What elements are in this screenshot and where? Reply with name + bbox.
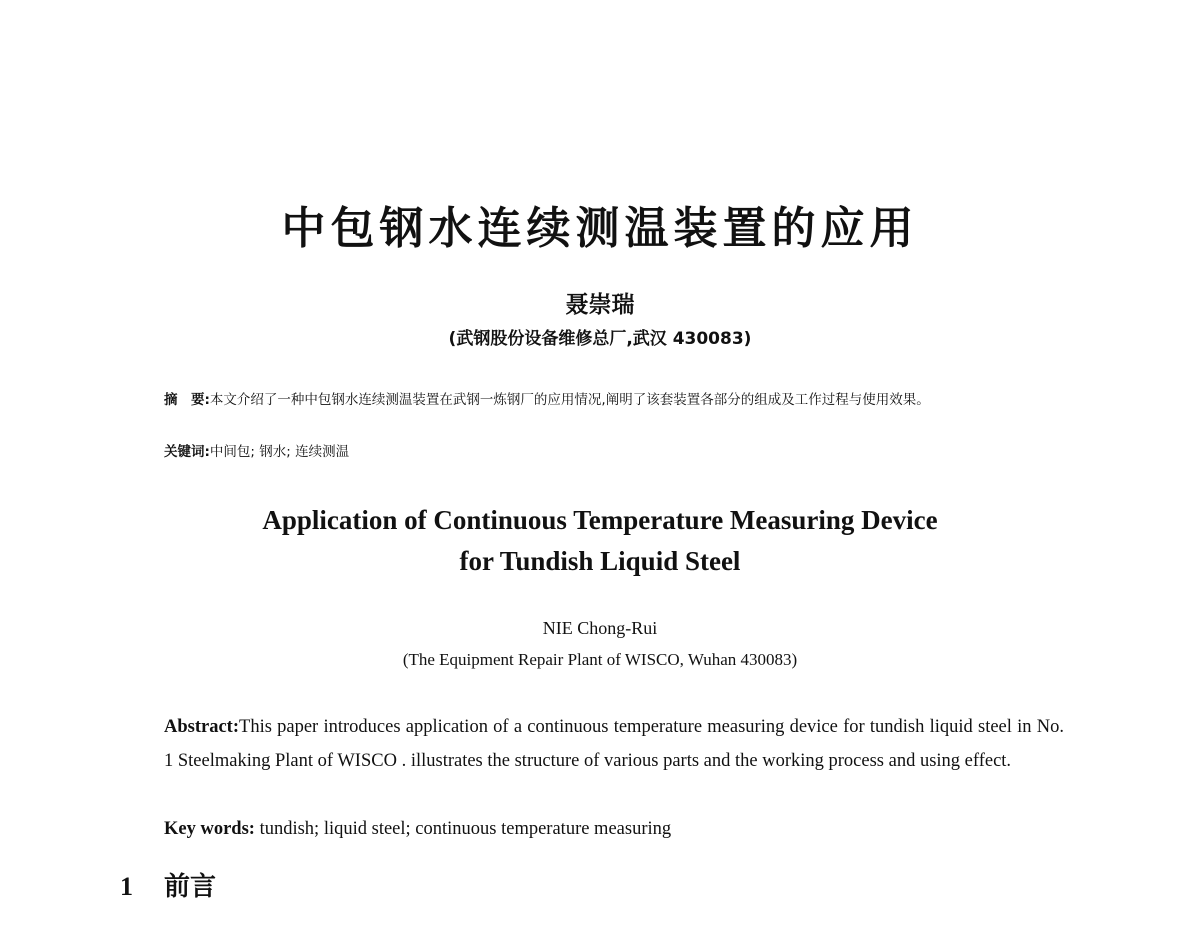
english-title-line-1: Application of Continuous Temperature Measuring Device: [262, 505, 938, 535]
english-keywords-text: tundish; liquid steel; continuous temperature measuring: [254, 819, 672, 839]
chinese-keywords-label: 关键词:: [164, 444, 210, 460]
chinese-affiliation: (武钢股份设备维修总厂,武汉 430083): [448, 329, 752, 349]
chinese-abstract-label: 摘 要:: [164, 392, 210, 408]
english-abstract-label: Abstract:: [164, 717, 240, 737]
english-title: [0, 500, 1200, 582]
english-affiliation: (The Equipment Repair Plant of WISCO, Wuhan 430083): [402, 650, 798, 669]
section-title: 前言: [164, 872, 217, 902]
english-keywords: [164, 812, 1064, 846]
english-title-line-2: for Tundish Liquid Steel: [459, 546, 741, 576]
chinese-keywords-text: 中间包; 钢水; 连续测温: [209, 444, 350, 460]
section-heading: [120, 866, 216, 903]
english-abstract-text: This paper introduces application of a continuous temperature measuring device for tundish liquid steel in No. 1 Steelmaking Plant of WISCO . illustrates the structure of various parts and the working process and using effect.: [164, 717, 1064, 771]
english-keywords-label: Key words:: [164, 819, 255, 839]
english-abstract: [164, 710, 1064, 778]
chinese-title: 中包钢水连续测温装置的应用: [281, 203, 919, 254]
chinese-keywords: [164, 440, 1069, 465]
chinese-author: 聂崇瑞: [565, 291, 635, 318]
chinese-abstract: [164, 388, 1069, 413]
chinese-abstract-text: 本文介绍了一种中包钢水连续测温装置在武钢一炼钢厂的应用情况,阐明了该套装置各部分的组成及工作过程与使用效果。: [209, 392, 930, 408]
section-number: 1: [120, 872, 133, 901]
english-author: NIE Chong-Rui: [542, 618, 658, 638]
